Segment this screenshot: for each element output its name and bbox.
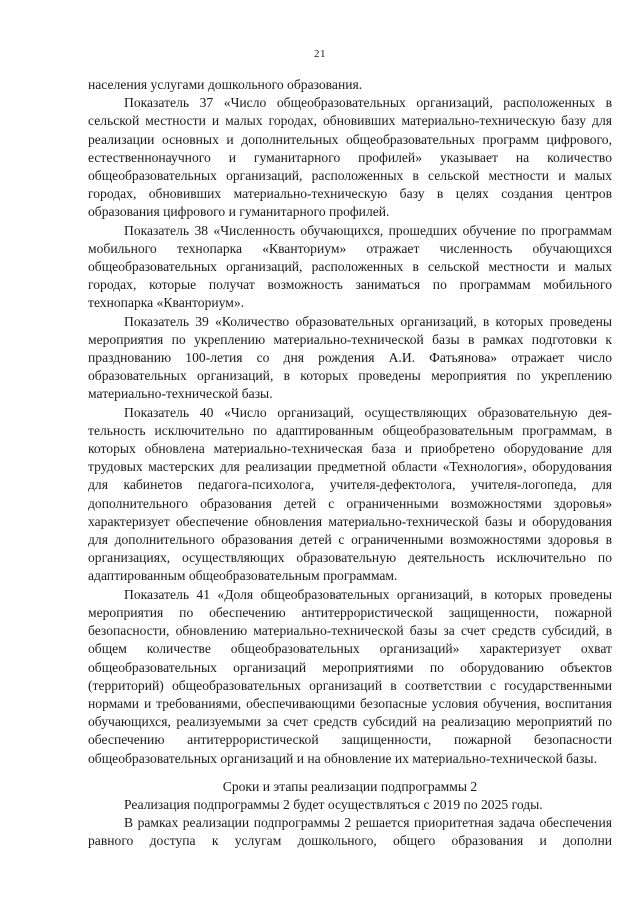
section-heading: Сроки и этапы реализации подпрограммы 2 [222,778,478,794]
paragraph-indicator-37: Показатель 37 «Число общеобразовательных организаций, расположенных в сельской местности и малых городах, обновивших материально-техническую базу для реализации основных и дополнительных общеобразовательных программ цифрового, естественнонаучного и гуманитарного профилей» указывает на количество общеобразовательных организаций, расположенных в сельской местности и малых городах, обновивших материально-техническую базу в целях создания центров образования цифрового и гуманитарного профилей. [88,95,612,220]
paragraph-priority-task: В рамках реализации подпрограммы 2 решается приоритетная задача обеспечения равного доступа к услугам дошкольного, общего образования и дополни [88,815,612,849]
paragraph-timeline: Реализация подпрограммы 2 будет осуществляться с 2019 по 2025 годы. [124,796,543,812]
page-number: 21 [314,48,326,60]
paragraph-indicator-38: Показатель 38 «Численность обучающихся, прошедших обучение по программам мобильного технопарка «Кванториум» отражает численность обучающихся общеобразовательных организаций, расположенных в сельской местности и малых городах, которые получат возможность заниматься по программам мобильного технопарка «Кванториум». [88,222,612,311]
document-body [88,76,612,851]
paragraph-indicator-41: Показатель 41 «Доля общеобразовательных организаций, в которых проведены мероприятия по обеспечению антитеррористической защищенности, пожарной безопасности, обновлению материально-технической базы за счет средств субсидий, в общем количестве общеобразовательных организаций» характеризует охват общеобразовательных организаций мероприятиями по оборудованию объектов (территорий) общеобразовательных организаций в соответствии с государственными нормами и требованиями, обеспечивающими безопасные условия обучения, воспитания обучающихся, реализуемыми за счет средств субсидий на реализацию мероприятий по обеспечению антитеррористической защищенности, пожарной безопасности общеобразовательных организаций и на обновление их материально-технической базы. [88,586,612,766]
paragraph-indicator-40: Показатель 40 «Число организаций, осуществляющих образовательную деятельность исключительно по адаптированным общеобразовательным программам, в которых обновлена материально-техническая база и приобретено оборудование для трудовых мастерских для реализации предметной области «Технология», оборудования для кабинетов педагога-психолога, учителя-дефектолога, учителя-логопеда, для дополнительного образования детей с ограниченными возможностями здоровья» характеризует обеспечение обновления материально-технической базы и оборудования для дополнительного образования детей с ограниченными возможностями здоровья в организациях, осуществляющих образовательную деятельность исключительно по адаптированным общеобразовательным программам. [88,404,612,584]
paragraph-continuation: населения услугами дошкольного образования. [88,77,363,92]
paragraph-indicator-39: Показатель 39 «Количество образовательных организаций, в которых проведены мероприятия по укреплению материально-технической базы в рамках подготовки к празднованию 100-летия со дня рождения А.И. Фатьянова» отражает число образовательных организаций, в которых проведены мероприятия по укреплению материально-технической базы. [88,313,612,402]
